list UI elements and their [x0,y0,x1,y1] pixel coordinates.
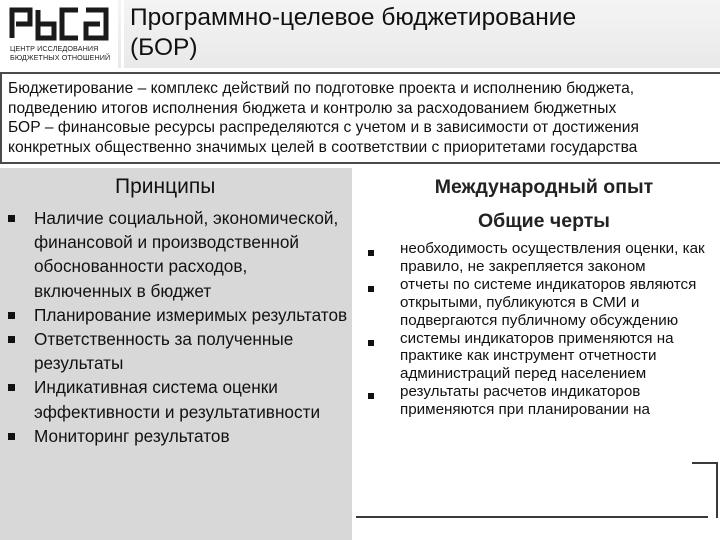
logo-caption-line-1: ЦЕНТР ИССЛЕДОВАНИЯ [10,44,99,53]
logo [0,0,118,68]
list-item-text: Планирование измеримых результатов [34,304,348,325]
principles-panel [0,168,352,540]
square-bullet-icon [368,393,374,399]
logo-caption-line-2: БЮДЖЕТНЫХ ОТНОШЕНИЙ [10,53,111,62]
list-item-text: Ответственность за полученные результаты [34,329,294,374]
international-heading: Международный опыт [434,176,654,198]
list-item [368,330,718,384]
header [0,0,720,68]
page-title-line-2: (БОР) [130,34,198,61]
square-bullet-icon [368,250,374,256]
list-item-text: системы индикаторов применяются на практике как инструмент отчетности администраций перед населением [400,329,674,383]
square-bullet-icon [8,433,15,440]
square-bullet-icon [8,336,15,343]
principles-heading: Принципы [115,175,216,198]
list-item-text: результаты расчетов индикаторов применяются при планировании на [400,383,650,419]
list-item-text: Индикативная система оценки эффективности и результативности [34,377,321,422]
definition-box [0,72,720,164]
list-item [8,424,348,448]
definition-line: подведению итогов исполнения бюджета и контролю за расходованием бюджетных [8,99,617,117]
list-item [8,375,348,423]
list-item [368,276,718,330]
definition-line: Бюджетирование – комплекс действий по подготовке проекта и исполнению бюджета, [8,80,635,97]
square-bullet-icon [368,286,374,292]
square-bullet-icon [8,312,15,319]
page-title [130,3,720,63]
decorative-frame-line [356,516,708,540]
definition-line: БОР – финансовые ресурсы распределяются с учетом и в зависимости от достижения [8,119,639,137]
international-panel [352,168,720,540]
decorative-frame [692,462,718,518]
list-item-text: отчеты по системе индикаторов являются открытыми, публикуются в СМИ и подвергаются публичному обсуждению [400,275,697,329]
list-item [8,327,348,375]
page-title-line-1: Программно-целевое бюджетирование [130,4,577,31]
title-divider [121,0,124,68]
list-item [368,383,718,419]
square-bullet-icon [368,340,374,346]
international-list [368,240,718,419]
list-item [8,303,348,327]
list-item-text: Наличие социальной, экономической, финансовой и производственной обоснованности расходов, включенных в бюджет [34,208,339,301]
list-item-text: Мониторинг результатов [34,425,230,446]
square-bullet-icon [8,384,15,391]
list-item-text: необходимость осуществления оценки, как правило, не закрепляется законом [400,240,705,275]
definition-line: конкретных общественно значимых целей в соответствии с приоритетами государства [8,138,638,156]
principles-list [8,206,348,448]
international-subheading: Общие черты [478,210,610,232]
logo-mark-icon [8,4,112,42]
list-item [8,206,348,303]
square-bullet-icon [8,215,15,222]
list-item [368,240,718,276]
